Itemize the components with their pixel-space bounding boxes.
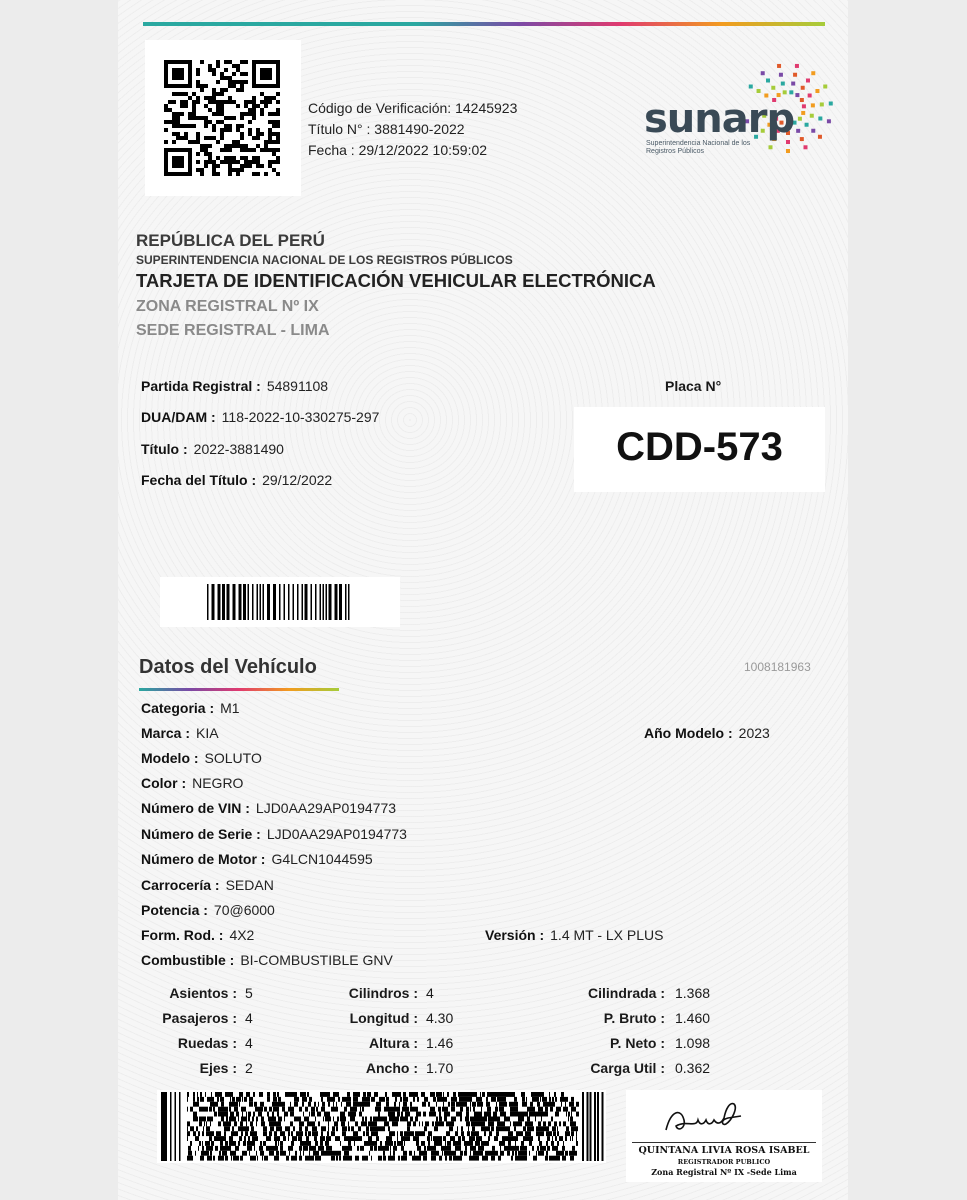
cargautil-label: Carga Util :	[590, 1060, 665, 1076]
modelo-field	[141, 750, 262, 766]
titulo-field	[141, 441, 284, 457]
signature-line	[632, 1142, 816, 1143]
categoria-value: M1	[220, 700, 240, 716]
fecha-titulo-value: 29/12/2022	[262, 472, 333, 488]
marca-label: Marca :	[141, 725, 191, 741]
longitud-value: 4.30	[426, 1010, 454, 1026]
anio-label: Año Modelo :	[644, 725, 733, 741]
ejes-label: Ejes :	[199, 1060, 237, 1076]
formrod-value: 4X2	[229, 927, 255, 943]
section-underline	[139, 688, 339, 691]
cilindros-label: Cilindros :	[348, 985, 418, 1001]
ancho-value: 1.70	[426, 1060, 454, 1076]
verification-date: Fecha : 29/12/2022 10:59:02	[308, 142, 488, 158]
pneto-value: 1.098	[675, 1035, 711, 1051]
anio-field	[644, 725, 770, 741]
ruedas-value: 4	[245, 1035, 253, 1051]
carroceria-value: SEDAN	[225, 877, 274, 893]
cargautil-value: 0.362	[675, 1060, 711, 1076]
signatory-zone: Zona Registral Nº IX -Sede Lima	[651, 1167, 797, 1177]
heading-tarjeta: TARJETA DE IDENTIFICACIÓN VEHICULAR ELECTRÓNICA	[136, 270, 656, 291]
combustible-label: Combustible :	[141, 952, 235, 968]
partida-label: Partida Registral :	[141, 378, 261, 394]
vin-field	[141, 800, 396, 816]
asientos-value: 5	[245, 985, 253, 1001]
heading-superintendencia: SUPERINTENDENCIA NACIONAL DE LOS REGISTROS PÚBLICOS	[136, 253, 513, 267]
placa-label: Placa N°	[665, 378, 722, 394]
handwritten-signature	[626, 1090, 822, 1145]
vin-value: LJD0AA29AP0194773	[255, 800, 397, 816]
signature-block	[626, 1090, 822, 1182]
verification-code: Código de Verificación: 14245923	[308, 100, 518, 116]
dua-label: DUA/DAM :	[141, 409, 216, 425]
dua-value: 118-2022-10-330275-297	[221, 409, 380, 425]
combustible-value: BI-COMBUSTIBLE GNV	[240, 952, 393, 968]
cilindros-value: 4	[426, 985, 434, 1001]
altura-label: Altura :	[369, 1035, 418, 1051]
fecha-titulo-field	[141, 472, 332, 488]
categoria-field	[141, 700, 240, 716]
combustible-field	[141, 952, 393, 968]
logo-wordmark: sunarp	[644, 96, 795, 142]
pbruto-value: 1.460	[675, 1010, 711, 1026]
modelo-value: SOLUTO	[204, 750, 262, 766]
pasajeros-value: 4	[245, 1010, 253, 1026]
motor-field	[141, 851, 373, 867]
marca-value: KIA	[196, 725, 219, 741]
color-value: NEGRO	[192, 775, 244, 791]
sunarp-logo	[640, 58, 840, 168]
barcode-large-graphic	[157, 1090, 606, 1163]
verification-title: Título N° : 3881490-2022	[308, 121, 465, 137]
titulo-label: Título :	[141, 441, 188, 457]
color-label: Color :	[141, 775, 187, 791]
qr-code	[145, 40, 301, 196]
serie-label: Número de Serie :	[141, 826, 261, 842]
categoria-label: Categoria :	[141, 700, 215, 716]
version-label: Versión :	[485, 927, 545, 943]
color-field	[141, 775, 243, 791]
dua-field	[141, 409, 379, 425]
carroceria-field	[141, 877, 274, 893]
ruedas-label: Ruedas :	[177, 1035, 237, 1051]
placa-box	[574, 407, 825, 492]
top-color-bar	[143, 22, 825, 26]
verification-block	[308, 98, 517, 161]
altura-value: 1.46	[426, 1035, 454, 1051]
serie-value: LJD0AA29AP0194773	[266, 826, 407, 842]
longitud-label: Longitud :	[349, 1010, 418, 1026]
reference-number: 1008181963	[744, 660, 811, 674]
placa-value: CDD-573	[616, 425, 783, 469]
anio-value: 2023	[738, 725, 770, 741]
version-value: 1.4 MT - LX PLUS	[550, 927, 664, 943]
serie-field	[141, 826, 407, 842]
fecha-titulo-label: Fecha del Título :	[141, 472, 257, 488]
vin-label: Número de VIN :	[141, 800, 250, 816]
version-field	[485, 927, 663, 943]
titulo-value: 2022-3881490	[193, 441, 284, 457]
partida-value: 54891108	[266, 378, 329, 394]
motor-label: Número de Motor :	[141, 851, 266, 867]
cilindrada-value: 1.368	[675, 985, 711, 1001]
heading-zona: ZONA REGISTRAL Nº IX	[136, 298, 319, 315]
potencia-value: 70@6000	[213, 902, 275, 918]
pasajeros-label: Pasajeros :	[162, 1010, 237, 1026]
cilindrada-label: Cilindrada :	[587, 985, 665, 1001]
marca-field	[141, 725, 219, 741]
qr-code-graphic	[163, 60, 281, 176]
motor-value: G4LCN1044595	[271, 851, 373, 867]
ejes-value: 2	[245, 1060, 253, 1076]
barcode-small	[160, 577, 400, 627]
potencia-field	[141, 902, 275, 918]
signatory-role: REGISTRADOR PUBLICO	[677, 1158, 771, 1166]
pbruto-label: P. Bruto :	[603, 1010, 665, 1026]
logo-subtitle: Superintendencia Nacional de los Registros Públicos	[646, 140, 751, 155]
document-heading	[136, 231, 656, 340]
potencia-label: Potencia :	[141, 902, 208, 918]
pneto-label: P. Neto :	[610, 1035, 665, 1051]
formrod-label: Form. Rod. :	[141, 927, 224, 943]
partida-field	[141, 378, 328, 394]
modelo-label: Modelo :	[141, 750, 199, 766]
carroceria-label: Carrocería :	[141, 877, 220, 893]
asientos-label: Asientos :	[169, 985, 237, 1001]
signatory-name: QUINTANA LIVIA ROSA ISABEL	[638, 1145, 810, 1156]
barcode-large	[157, 1090, 606, 1163]
barcode-small-graphic	[160, 577, 400, 627]
heading-sede: SEDE REGISTRAL - LIMA	[136, 322, 330, 339]
ancho-label: Ancho :	[365, 1060, 418, 1076]
section-title: Datos del Vehículo	[139, 656, 317, 678]
heading-republica: REPÚBLICA DEL PERÚ	[136, 231, 325, 250]
formrod-field	[141, 927, 254, 943]
